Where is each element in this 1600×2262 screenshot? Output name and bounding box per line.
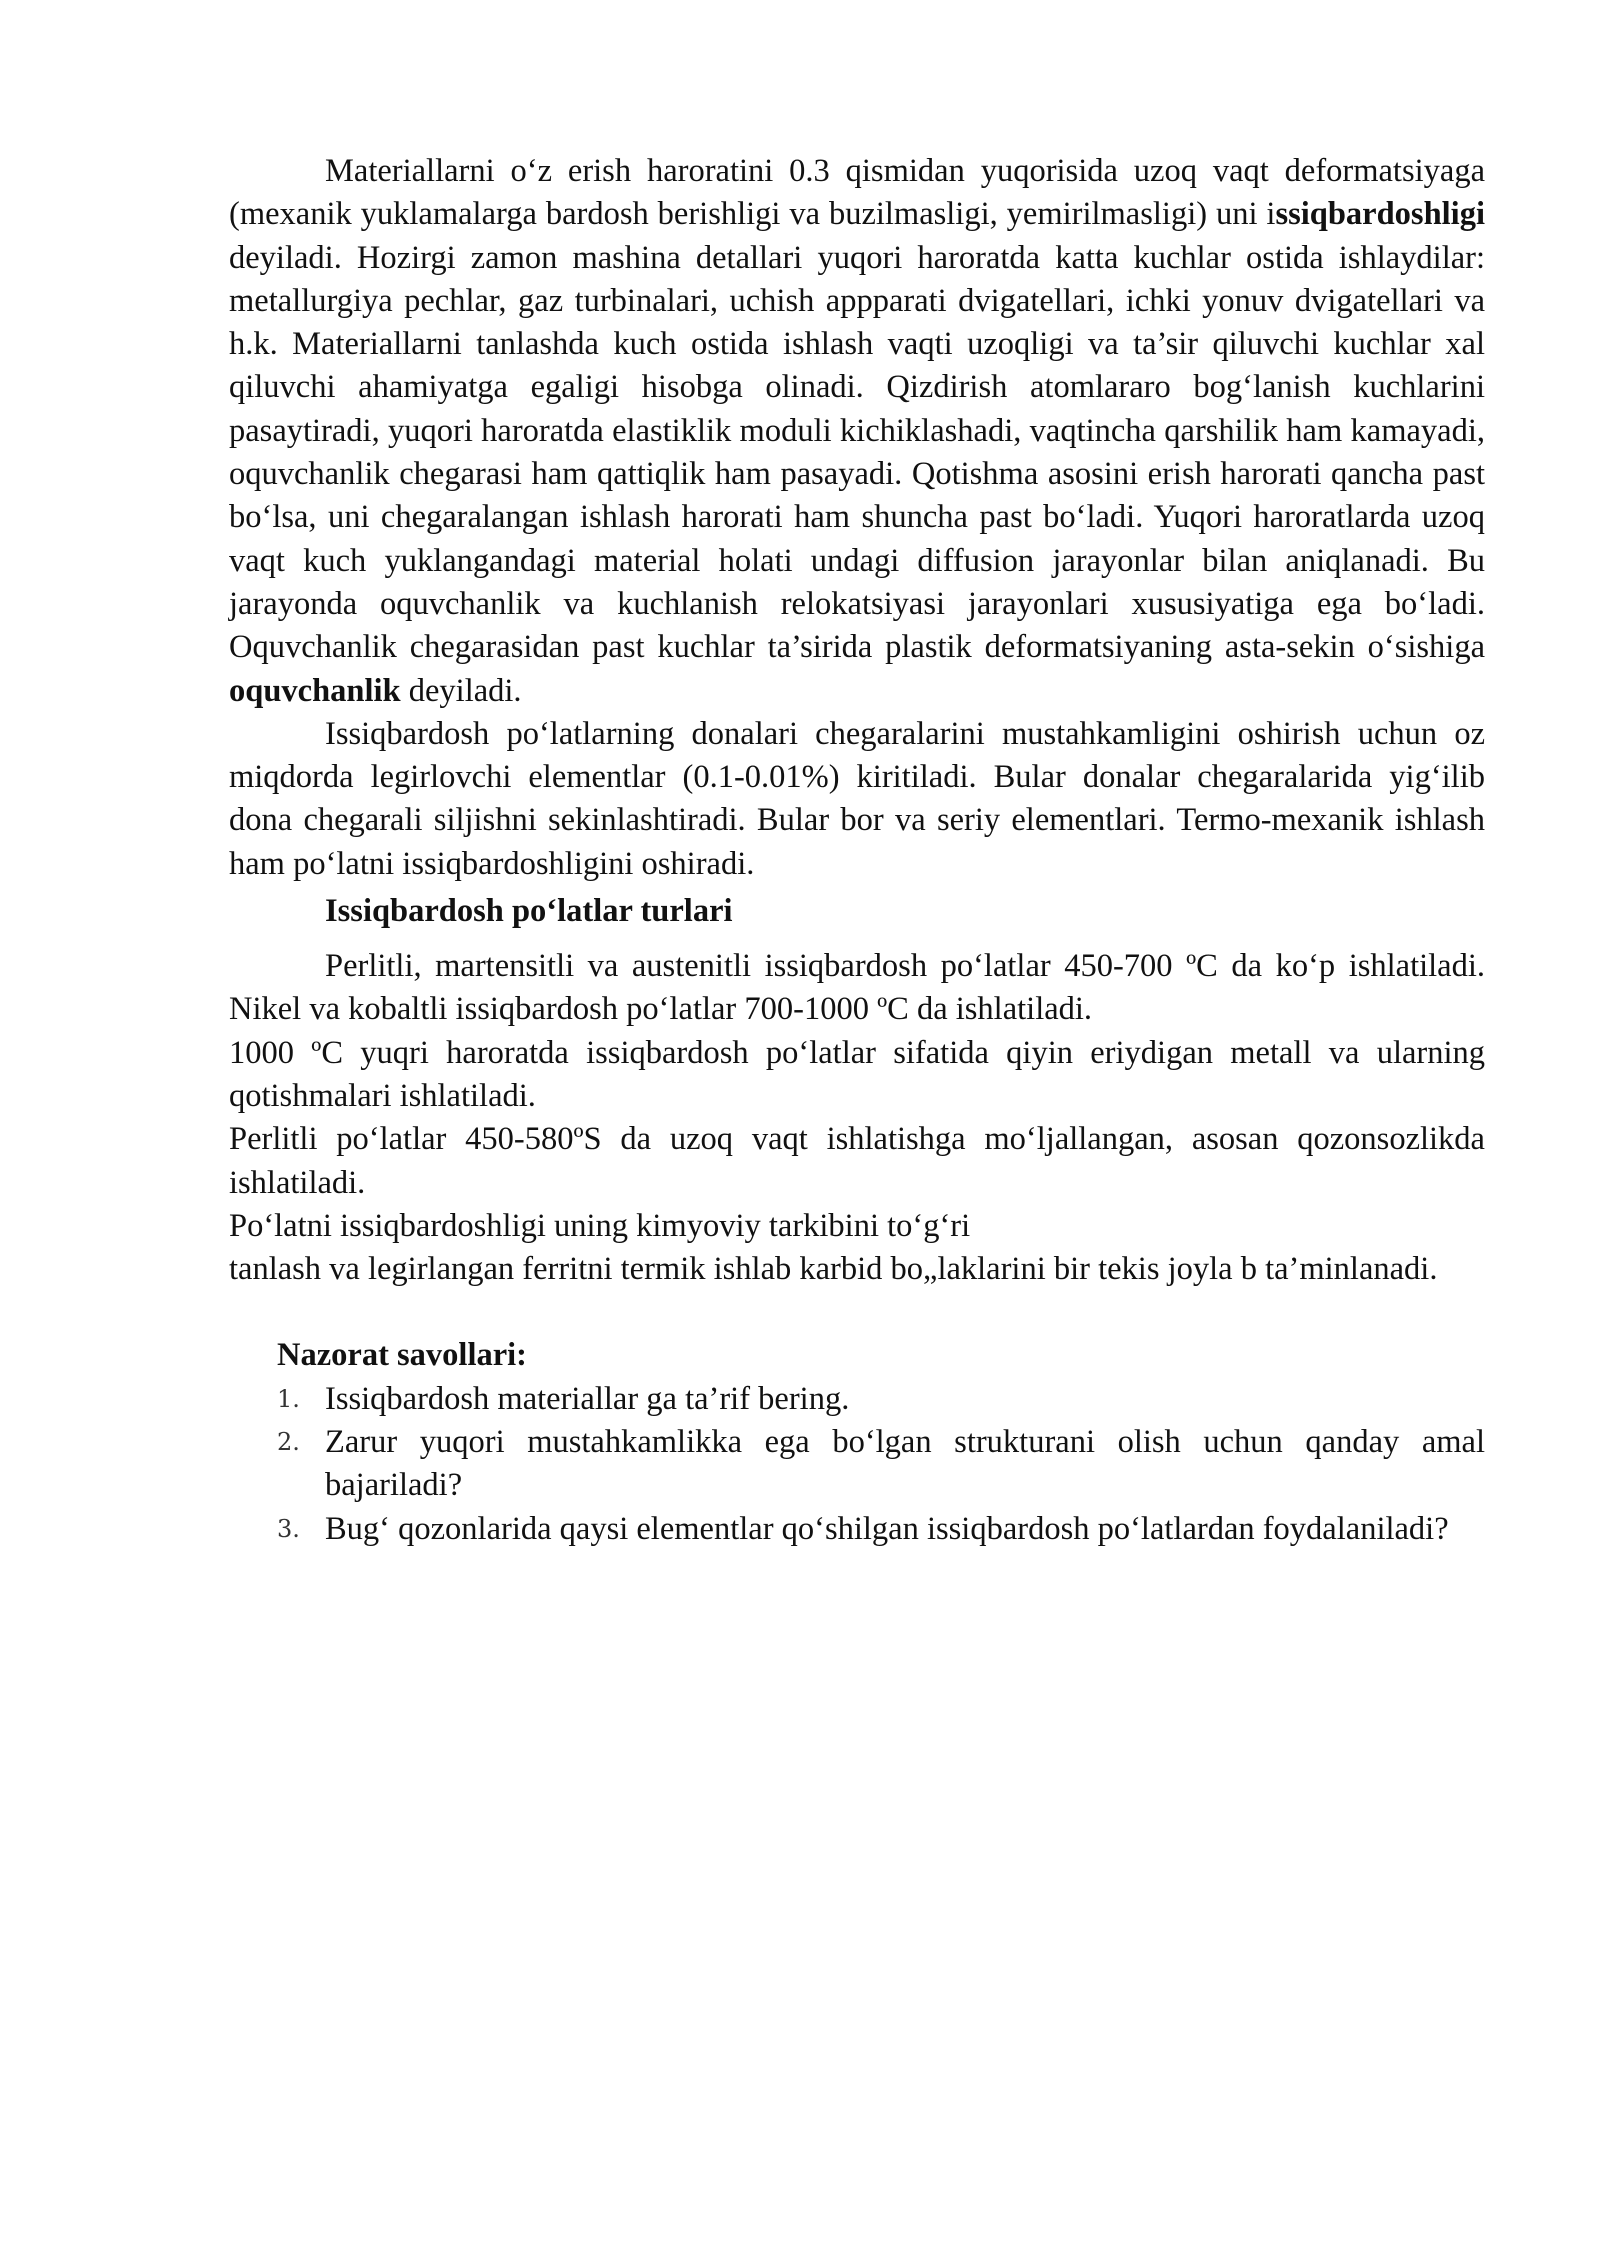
question-number: 3. <box>277 1514 300 1543</box>
question-item <box>229 1378 1485 1421</box>
high-temp-paragraph: 1000 ºC yuqri haroratda issiqbardosh po‘latlar sifatida qiyin eriydigan metall va ularning qotishmalari ishlatiladi. <box>229 1034 1485 1114</box>
spacer <box>229 1291 1485 1334</box>
question-item <box>229 1421 1485 1508</box>
section-heading: Issiqbardosh po‘latlar turlari <box>325 893 733 930</box>
questions-list <box>229 1378 1485 1551</box>
term-issiqbardoshligi: ssiqbardoshligi <box>1275 196 1485 233</box>
composition-paragraph: tanlash va legirlangan ferritni termik ishlab karbid bo„laklarini bir tekis joyla b ta’minlanadi. <box>229 1251 1438 1288</box>
document-page <box>229 150 1485 1551</box>
question-number: 2. <box>277 1428 300 1457</box>
intro-text-b: deyiladi. Hozirgi zamon mashina detallari yuqori haroratda katta kuchlar ostida ishlaydilar: metallurgiya pechlar, gaz turbinalari, uchish appparati dvigatellari, ichki yonuv dvigatellari va h.k. Materiallarni tanlashda kuch ostida ishlash vaqti uzoqligi va ta’sir qiluvchi kuchlar xal qiluvchi ahamiyatga egaligi hisobga olinadi. Qizdirish atomlararo bog‘lanish kuchlarini pasaytiradi, yuqori haroratda elastiklik moduli kichiklashadi, vaqtincha qarshilik ham kamayadi, oquvchanlik chegarasi ham qattiqlik ham pasayadi. Qotishma asosini erish harorati qancha past bo‘lsa, uni chegaralangan ishlash harorati ham shuncha past bo‘ladi. Yuqori haroratlarda uzoq vaqt kuch yuklangandagi material holati undagi diffusion jarayonlar bilan aniqlanadi. Bu jarayonda oquvchanlik va kuchlanish relokatsiyasi jarayonlari xususiyatiga ega bo‘ladi. Oquvchanlik chegarasidan past kuchlar ta’sirida plastik deformatsiyaning asta-sekin o‘sishiga <box>229 239 1485 666</box>
question-text: Zarur yuqori mustahkamlikka ega bo‘lgan strukturani olish uchun qanday amal bajariladi? <box>325 1424 1485 1504</box>
alloying-paragraph: Issiqbardosh po‘latlarning donalari chegaralarini mustahkamligini oshirish uchun oz miqdorda legirlovchi elementlar (0.1-0.01%) kiritiladi. Bular donalar chegaralarida yig‘ilib dona chegarali siljishni sekinlashtiradi. Bular bor va seriy elementlari. Termo-mexanik ishlash ham po‘latni issiqbardoshligini oshiradi. <box>229 715 1485 882</box>
perlitic-paragraph: Perlitli po‘latlar 450-580ºS da uzoq vaqt ishlatishga mo‘ljallangan, asosan qozonsozlikda ishlatiladi. <box>229 1121 1485 1201</box>
question-item <box>229 1508 1485 1551</box>
term-oquvchanlik: oquvchanlik <box>229 672 401 709</box>
questions-title: Nazorat savollari: <box>277 1337 528 1374</box>
intro-text-c: deyiladi. <box>400 672 522 709</box>
question-text: Bug‘ qozonlarida qaysi elementlar qo‘shilgan issiqbardosh po‘latlardan foydalaniladi? <box>325 1510 1449 1547</box>
intro-paragraph <box>229 150 1485 713</box>
composition-line: Po‘latni issiqbardoshligi uning kimyoviy tarkibini to‘g‘ri <box>229 1207 971 1244</box>
intro-text-a: Materiallarni o‘z erish haroratini 0.3 qismidan yuqorisida uzoq vaqt deformatsiyaga (mexanik yuklamalarga bardosh berishligi va buzilmasligi, yemirilmasligi) uni i <box>229 153 1485 233</box>
steel-types-paragraph: Perlitli, martensitli va austenitli issiqbardosh po‘latlar 450-700 ºC da ko‘p ishlatiladi. Nikel va kobaltli issiqbardosh po‘latlar 700-1000 ºC da ishlatiladi. <box>229 948 1485 1028</box>
question-text: Issiqbardosh materiallar ga ta’rif bering. <box>325 1380 850 1417</box>
question-number: 1. <box>277 1384 300 1413</box>
